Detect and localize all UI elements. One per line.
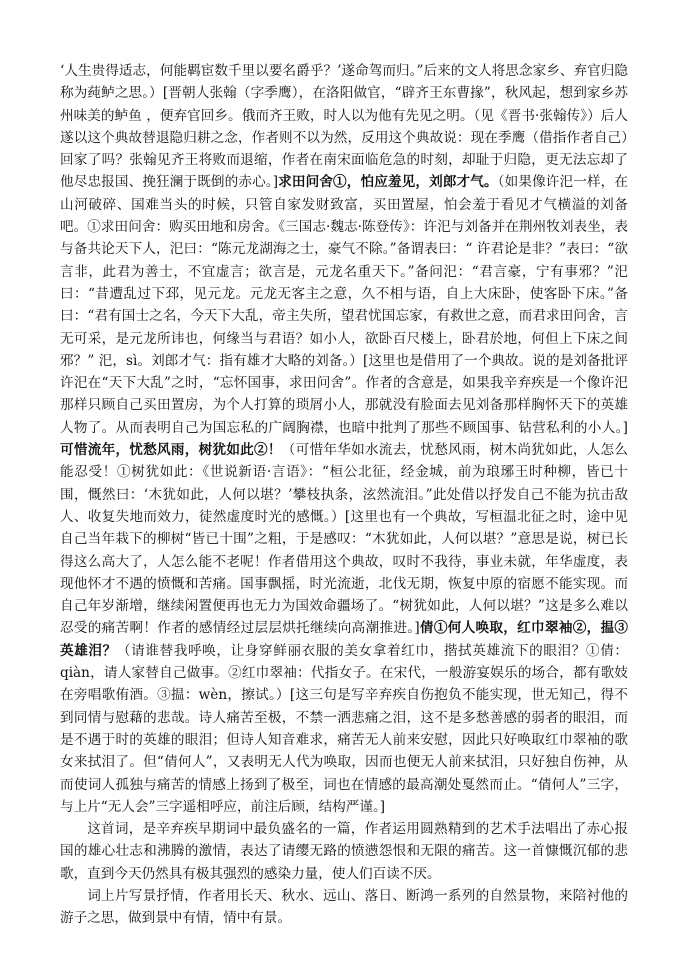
annotation-text: （请谁替我呼唤，让身穿鲜丽衣服的美女拿着红巾，揩拭英雄流下的眼泪？①倩：qiàn，请人家替自己做事。②红巾翠袖：代指女子。在宋代，一般游宴娱乐的场合，都有歌妓在旁唱歌侑酒。③揾：wèn，擦试。）[这三句是写辛弃疾自伤抱负不能实现，世无知己，得不到同情与慰藉的悲哉。诗人痛苦至极，不禁一洒悲痛之泪，这不是多愁善感的弱者的眼泪，而是不遇于时的英雄的眼泪；但诗人知音难求，痛苦无人前来安慰，因此只好唤取红巾翠袖的歌女来拭泪了。但“倩何人”，又表明无人代为唤取，因而也便无人前来拭泪，只好独自伤神，从而使词人孤独与痛苦的情感上扬到了极至，词也在情感的最高潮处戛然而止。“倩何人”三字，与上片“无人会”三字遥相呼应，前注后顾，结构严谨。] bbox=[60, 642, 629, 815]
quoted-line: 可惜流年，忧愁风雨，树犹如此②！ bbox=[60, 442, 282, 459]
annotation-text: ‘人生贵得适志，何能羁宦数千里以要名爵乎？’遂命驾而归。”后来的文人将思念家乡、弃官归隐称为莼鲈之思。）[晋朝人张翰（字季鹰），在洛阳做官，“辟齐王东曹掾”，秋风起，想到家乡苏州味美的鲈鱼 ，便弃官回乡。俄而齐王败，时人以为他有先见之明。（见《晋书·张翰传》）后人遂以这个典故替退隐归耕之念，作者则不以为然，反用这个典故说：现在季鹰（借指作者自己）回家了吗？张翰见齐王将败而退缩，作者在南宋面临危急的时刻，却耻于归隐，更无法忘却了他尽忠报国、挽狂澜于既倒的赤心。] bbox=[60, 63, 628, 191]
summary-paragraph bbox=[60, 818, 628, 885]
analysis-paragraph bbox=[60, 885, 628, 930]
annotation-text: （如果像许汜一样，在山河破碎、国难当头的时候，只管自家发财致富，买田置屋，怕会羞于看见才气横溢的刘备吧。①求田问舍：购买田地和房舍。《三国志·魏志·陈登传》：许汜与刘备并在荆州牧刘表坐，表与备共论天下人，汜曰：“陈元龙湖海之士，豪气不除。”备谓表曰：“ 许君论是非？”表曰：“欲言非，此君为善士，不宜虚言；欲言是，元龙名重天下。”备问汜：“君言豪，宁有事邪？”汜曰：“昔遭乱过下邳，见元龙。元龙无客主之意，久不相与语，自上大床卧，使客卧下床。”备曰：“君有国士之名，今天下大乱，帝主失所，望君忧国忘家，有救世之意，而君求田问舍，言无可采，是元龙所讳也，何缘当与君语？如小人，欲卧百尺楼上，卧君於地，何但上下床之间邪？” 汜，sì。刘郎才气：指有雄才大略的刘备。）[这里也是借用了一个典故。说的是刘备批评许汜在“天下大乱”之时，“忘怀国事，求田问舍”。作者的含意是，如果我辛弃疾是一个像许汜那样只顾自己买田置房，为个人打算的琐屑小人，那就没有脸面去见刘备那样胸怀天下的英雄人物了。从而表明自己为国忘私的广阔胸襟，也暗中批判了那些不顾国事、钻营私利的小人。] bbox=[60, 174, 629, 436]
annotation-text: （可惜年华如水流去，忧愁风雨，树木尚犹如此，人怎么能忍受！①树犹如此：《世说新语·言语》：“桓公北征，经金城，前为琅琊王时种柳，皆已十围，慨然曰：‘木犹如此，人何以堪？’攀枝执条，泫然流泪。”此处借以抒发自己不能为抗击敌人、收复失地而效力，徒然虚度时光的感慨。）[这里也有一个典故，写桓温北征之时，途中见自己当年栽下的柳树“皆已十围”之粗，于是感叹：“木犹如此，人何以堪？”意思是说，树已长得这么高大了，人怎么能不老呢！作者借用这个典故，叹时不我待，事业未就，年华虚度，表现他怀才不遇的愤慨和苦痛。国事飘摇，时光流逝，北伐无期，恢复中原的宿愿不能实现。而自己年岁渐增，继续闲置便再也无力为国效命疆场了。“树犹如此，人何以堪？”这是多么难以忍受的痛苦啊！作者的感情经过层层烘托继续向高潮推进。] bbox=[60, 442, 629, 637]
body-text: 这首词，是辛弃疾早期词中最负盛名的一篇，作者运用圆熟精到的艺术手法唱出了赤心报国的雄心壮志和沸腾的激情，表达了请缨无路的愤懑怨恨和无限的痛苦。这一首慷慨沉郁的悲歌，直到今天仍然具有极其强烈的感染力量，使人们百读不厌。 bbox=[60, 821, 628, 882]
annotation-paragraph bbox=[60, 60, 628, 818]
quoted-line: 求田问舍①，怕应羞见，刘郎才气。 bbox=[278, 174, 498, 191]
body-text: 词上片写景抒情，作者用长天、秋水、远山、落日、断鸿一系列的自然景物，来陪衬他的游子之思，做到景中有情，情中有景。 bbox=[60, 887, 628, 927]
quoted-line: 倩①何人唤取，红巾翠袖②，揾③英雄泪？ bbox=[60, 620, 628, 659]
